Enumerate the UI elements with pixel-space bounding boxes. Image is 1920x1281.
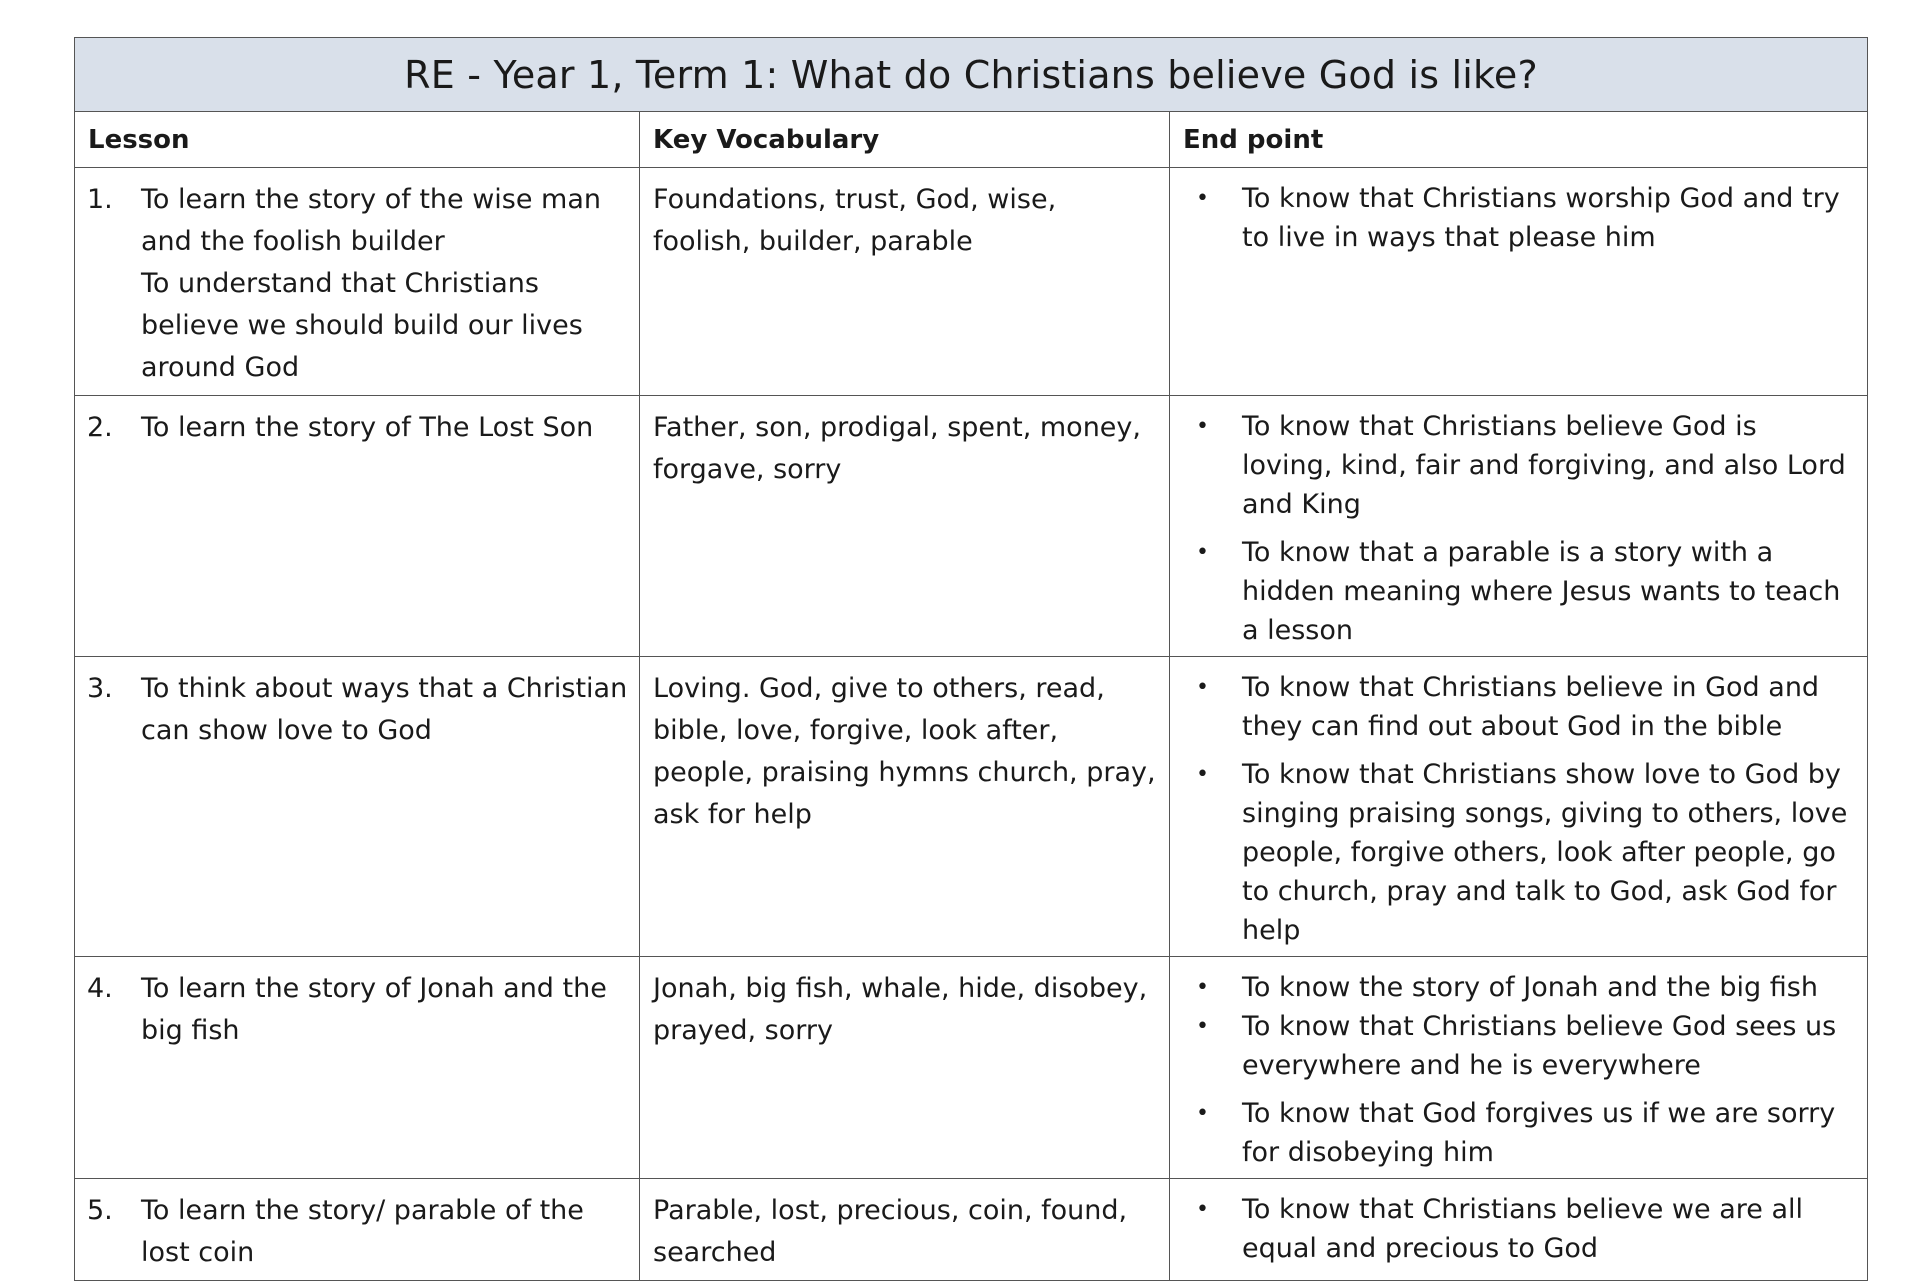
end-point-text: To know that a parable is a story with a hidden meaning where Jesus wants to teach a lesson [1242,537,1841,646]
lesson-objective: To learn the story of The Lost Son [141,412,594,443]
bullet-icon: • [1196,762,1209,787]
end-point-cell [1170,1179,1868,1281]
lesson-cell [75,957,640,1179]
vocabulary-cell: Father, son, prodigal, spent, money, forgave, sorry [640,396,1170,657]
lesson-plan-table [74,37,1868,1281]
table-row [75,396,1868,657]
lesson-objective: To learn the story of the wise man and the foolish builder [141,184,602,257]
list-item [1184,668,1855,746]
vocabulary-cell: Foundations, trust, God, wise, foolish, builder, parable [640,168,1170,396]
lesson-objective: To learn the story/ parable of the lost coin [141,1195,584,1268]
lesson-number: 3. [87,673,113,704]
column-header-vocabulary: Key Vocabulary [640,112,1170,168]
header-row [75,112,1868,168]
table-row [75,657,1868,957]
lesson-objective: To think about ways that a Christian can show love to God [141,673,628,746]
end-point-text: To know that Christians believe in God and they can find out about God in the bible [1242,672,1820,742]
lesson-number: 5. [87,1195,113,1226]
lesson-cell [75,1179,640,1281]
end-point-text: To know that Christians worship God and try to live in ways that please him [1242,183,1840,253]
lesson-cell [75,168,640,396]
end-point-text: To know that Christians show love to God by singing praising songs, giving to others, love people, forgive others, look after people, go to church, pray and talk to God, ask God for help [1242,759,1848,946]
lesson-cell [75,657,640,957]
end-point-cell [1170,657,1868,957]
bullet-icon: • [1196,1101,1209,1126]
title-row [75,38,1868,112]
list-item [1184,407,1855,524]
lesson-objective: To understand that Christians believe we should build our lives around God [141,268,583,383]
lesson-number: 1. [87,184,113,215]
document-title: RE - Year 1, Term 1: What do Christians believe God is like? [75,38,1868,112]
vocabulary-cell: Jonah, big fish, whale, hide, disobey, prayed, sorry [640,957,1170,1179]
list-item [1184,755,1855,950]
end-point-text: To know that God forgives us if we are sorry for disobeying him [1242,1098,1836,1168]
lesson-number: 4. [87,973,113,1004]
end-point-cell [1170,168,1868,396]
list-item [1184,1007,1855,1085]
end-point-text: To know that Christians believe we are all equal and precious to God [1242,1194,1803,1264]
column-header-end-point: End point [1170,112,1868,168]
bullet-icon: • [1196,675,1209,700]
end-point-text: To know that Christians believe God sees us everywhere and he is everywhere [1242,1011,1837,1081]
vocabulary-cell: Parable, lost, precious, coin, found, searched [640,1179,1170,1281]
table-row [75,957,1868,1179]
lesson-number: 2. [87,412,113,443]
list-item [1184,179,1855,257]
table-row [75,1179,1868,1281]
bullet-icon: • [1196,540,1209,565]
lesson-cell [75,396,640,657]
table-row [75,168,1868,396]
end-point-cell [1170,957,1868,1179]
lesson-objective: To learn the story of Jonah and the big fish [141,973,607,1046]
list-item [1184,533,1855,650]
bullet-icon: • [1196,186,1209,211]
bullet-icon: • [1196,975,1209,1000]
list-item [1184,968,1855,1007]
vocabulary-cell: Loving. God, give to others, read, bible, love, forgive, look after, people, praising hymns church, pray, ask for help [640,657,1170,957]
column-header-lesson: Lesson [75,112,640,168]
bullet-icon: • [1196,1197,1209,1222]
end-point-text: To know that Christians believe God is loving, kind, fair and forgiving, and also Lord and King [1242,411,1846,520]
end-point-text: To know the story of Jonah and the big fish [1242,972,1818,1003]
list-item [1184,1094,1855,1172]
bullet-icon: • [1196,1014,1209,1039]
end-point-cell [1170,396,1868,657]
list-item [1184,1190,1855,1268]
bullet-icon: • [1196,414,1209,439]
